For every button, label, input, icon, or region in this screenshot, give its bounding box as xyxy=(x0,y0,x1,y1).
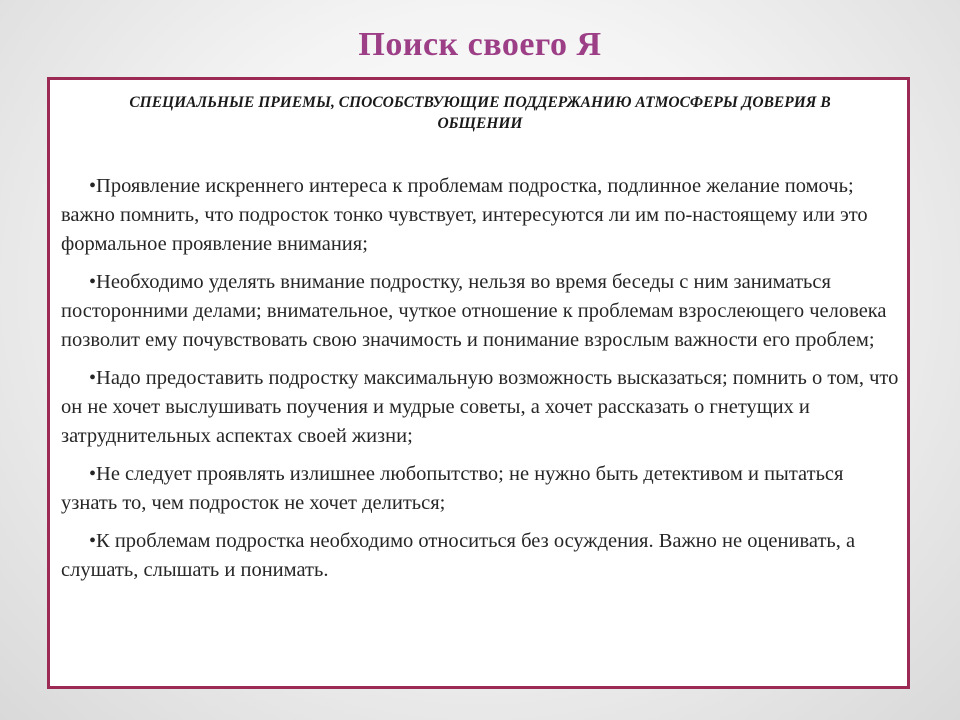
bullet-icon: • xyxy=(89,175,97,197)
list-item xyxy=(61,527,903,585)
list-item-text: Надо предоставить подростку максимальную возможность высказаться; помнить о том, что он не хочет выслушивать поучения и мудрые советы, а хочет рассказать о гнетущих и затруднительных аспектах своей жизни; xyxy=(61,367,899,447)
list-item xyxy=(61,364,903,451)
list-item xyxy=(61,172,903,259)
list-item xyxy=(61,268,903,355)
bullet-icon: • xyxy=(89,367,97,389)
list-item-text: Необходимо уделять внимание подростку, нельзя во время беседы с ним заниматься посторонними делами; внимательное, чуткое отношение к проблемам взрослеющего человека позволит ему почувствовать свою значимость и понимание взрослым важности его проблем; xyxy=(61,271,887,351)
bullet-icon: • xyxy=(89,463,97,485)
bullet-icon: • xyxy=(89,530,97,552)
content-frame xyxy=(47,77,910,689)
bullet-list xyxy=(61,172,903,594)
list-item-text: К проблемам подростка необходимо относиться без осуждения. Важно не оценивать, а слушать, слышать и понимать. xyxy=(61,530,856,581)
list-item-text: Не следует проявлять излишнее любопытство; не нужно быть детективом и пытаться узнать то, чем подросток не хочет делиться; xyxy=(61,463,844,514)
list-item-text: Проявление искреннего интереса к проблемам подростка, подлинное желание помочь; важно помнить, что подросток тонко чувствует, интересуются ли им по-настоящему или это формальное проявление внимания; xyxy=(61,175,868,255)
bullet-icon: • xyxy=(89,271,97,293)
list-item xyxy=(61,460,903,518)
section-heading: СПЕЦИАЛЬНЫЕ ПРИЕМЫ, СПОСОБСТВУЮЩИЕ ПОДДЕРЖАНИЮ АТМОСФЕРЫ ДОВЕРИЯ В ОБЩЕНИИ xyxy=(129,94,831,132)
slide-title: Поиск своего Я xyxy=(358,26,602,63)
